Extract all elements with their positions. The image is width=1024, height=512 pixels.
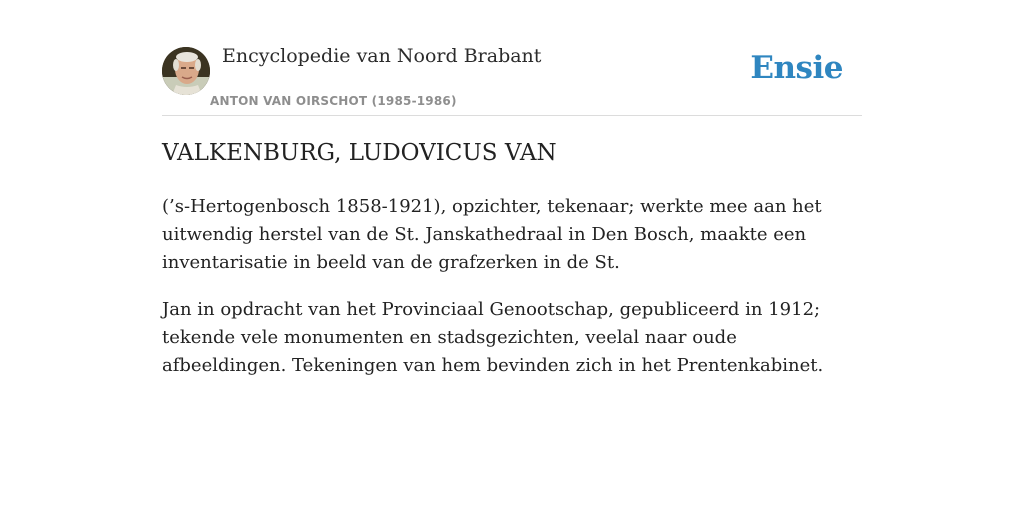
entry-paragraph: (’s-Hertogenbosch 1858-1921), opzichter, tekenaar; werkte mee aan het uitwendig herstel van de St. Janskathedraal in Den Bosch, maakte een inventarisatie in beeld van de grafzerken in de St. bbox=[162, 196, 822, 273]
entry-title: VALKENBURG, LUDOVICUS VAN bbox=[162, 140, 557, 166]
source-title[interactable]: Encyclopedie van Noord Brabant bbox=[222, 45, 542, 67]
author-portrait-icon bbox=[162, 47, 210, 95]
entry-header bbox=[162, 0, 862, 116]
ensie-logo[interactable]: Ensie bbox=[750, 50, 843, 86]
author-avatar[interactable] bbox=[162, 47, 210, 95]
entry-paragraph: Jan in opdracht van het Provinciaal Genootschap, gepubliceerd in 1912; tekende vele monumenten en stadsgezichten, veelal naar oude afbeeldingen. Tekeningen van hem bevinden zich in het Prentenkabinet. bbox=[162, 299, 824, 376]
entry-body bbox=[162, 193, 862, 399]
entry-card bbox=[162, 0, 862, 376]
author-name[interactable]: ANTON VAN OIRSCHOT (1985-1986) bbox=[210, 94, 457, 108]
